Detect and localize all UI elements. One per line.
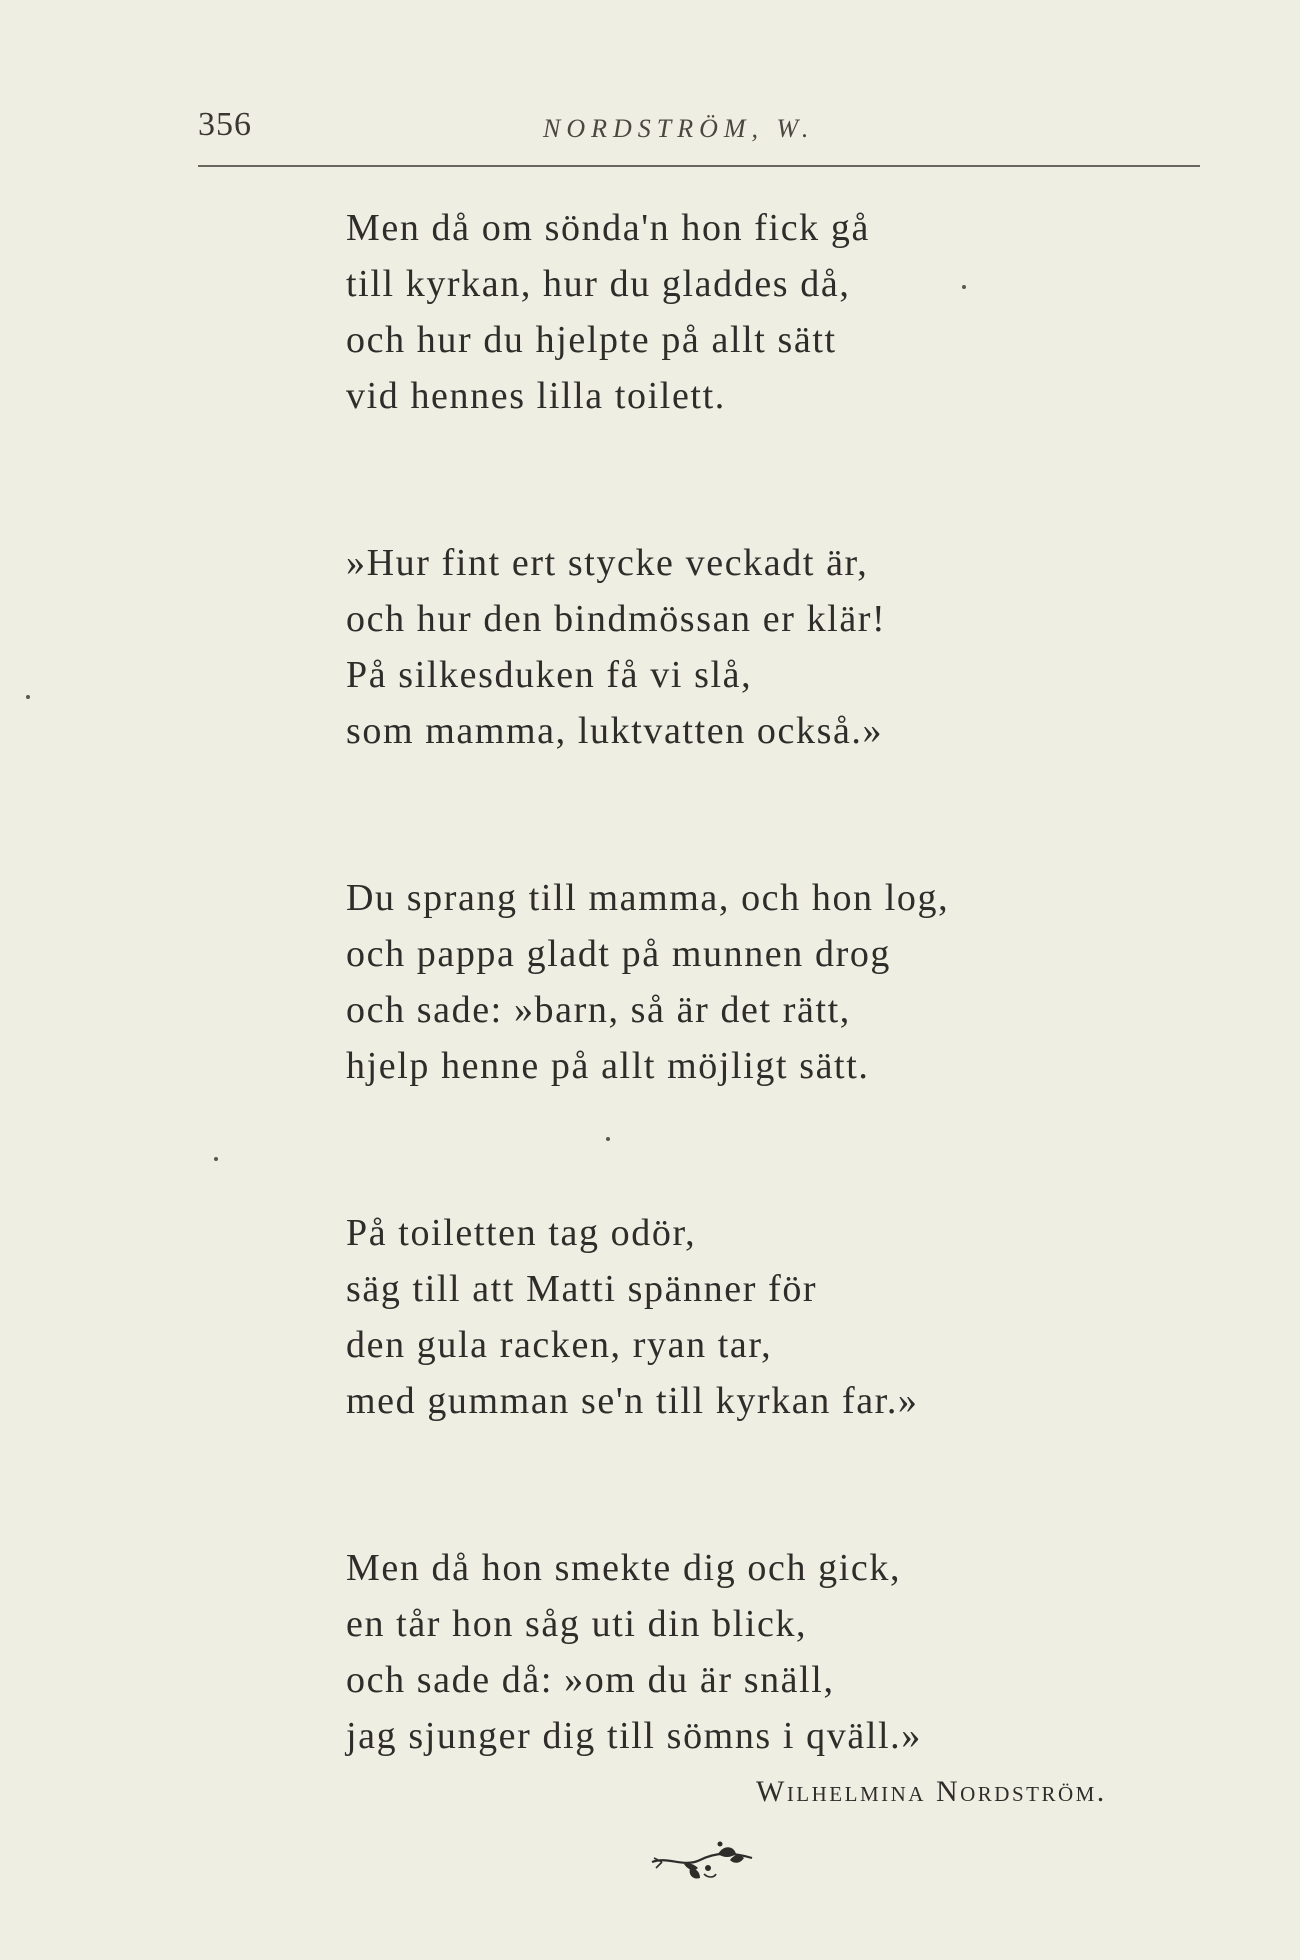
poem-line: hjelp henne på allt möjligt sätt. <box>346 1045 870 1087</box>
poem-line: och hur den bindmössan er klär! <box>346 598 887 640</box>
poem-line: och hur du hjelpte på allt sätt <box>346 319 837 361</box>
header-rule <box>198 165 1200 167</box>
poem-line: som mamma, luktvatten också.» <box>346 710 884 752</box>
poem-line: Men då om sönda'n hon fick gå <box>346 207 870 249</box>
poem-line: till kyrkan, hur du gladdes då, <box>346 263 851 305</box>
poem-line: en tår hon såg uti din blick, <box>346 1603 808 1645</box>
poem-line: säg till att Matti spänner för <box>346 1268 818 1310</box>
poem-line: Du sprang till mamma, och hon log, <box>346 877 950 919</box>
stanza-3 <box>346 870 1196 1094</box>
poem-line: På toiletten tag odör, <box>346 1212 697 1254</box>
stanza-1 <box>346 200 1196 424</box>
page-number: 356 <box>198 106 252 143</box>
stanza-5 <box>346 1540 1196 1764</box>
page-speck <box>26 695 30 699</box>
poem-line: den gula racken, ryan tar, <box>346 1324 773 1366</box>
page-speck <box>606 1137 610 1141</box>
poem-line: med gumman se'n till kyrkan far.» <box>346 1380 919 1422</box>
poem-line: På silkesduken få vi slå, <box>346 654 753 696</box>
poem-line: jag sjunger dig till sömns i qväll.» <box>346 1715 922 1757</box>
poem-line: och pappa gladt på munnen drog <box>346 933 892 975</box>
page-speck <box>962 285 966 289</box>
poem-line: Men då hon smekte dig och gick, <box>346 1547 902 1589</box>
poem-line: »Hur fint ert stycke veckadt är, <box>346 542 869 584</box>
poem-line: och sade: »barn, så är det rätt, <box>346 989 851 1031</box>
poem <box>346 200 1196 1764</box>
poem-line: och sade då: »om du är snäll, <box>346 1659 835 1701</box>
stanza-2 <box>346 535 1196 759</box>
poem-line: vid hennes lilla toilett. <box>346 375 726 417</box>
stanza-4 <box>346 1205 1196 1429</box>
page-speck <box>214 1157 218 1161</box>
author-signature: Wilhelmina Nordström. <box>756 1775 1107 1808</box>
floral-vignette-icon <box>648 1838 758 1888</box>
running-head: NORDSTRÖM, W. <box>543 114 815 143</box>
page-header <box>198 98 1200 168</box>
